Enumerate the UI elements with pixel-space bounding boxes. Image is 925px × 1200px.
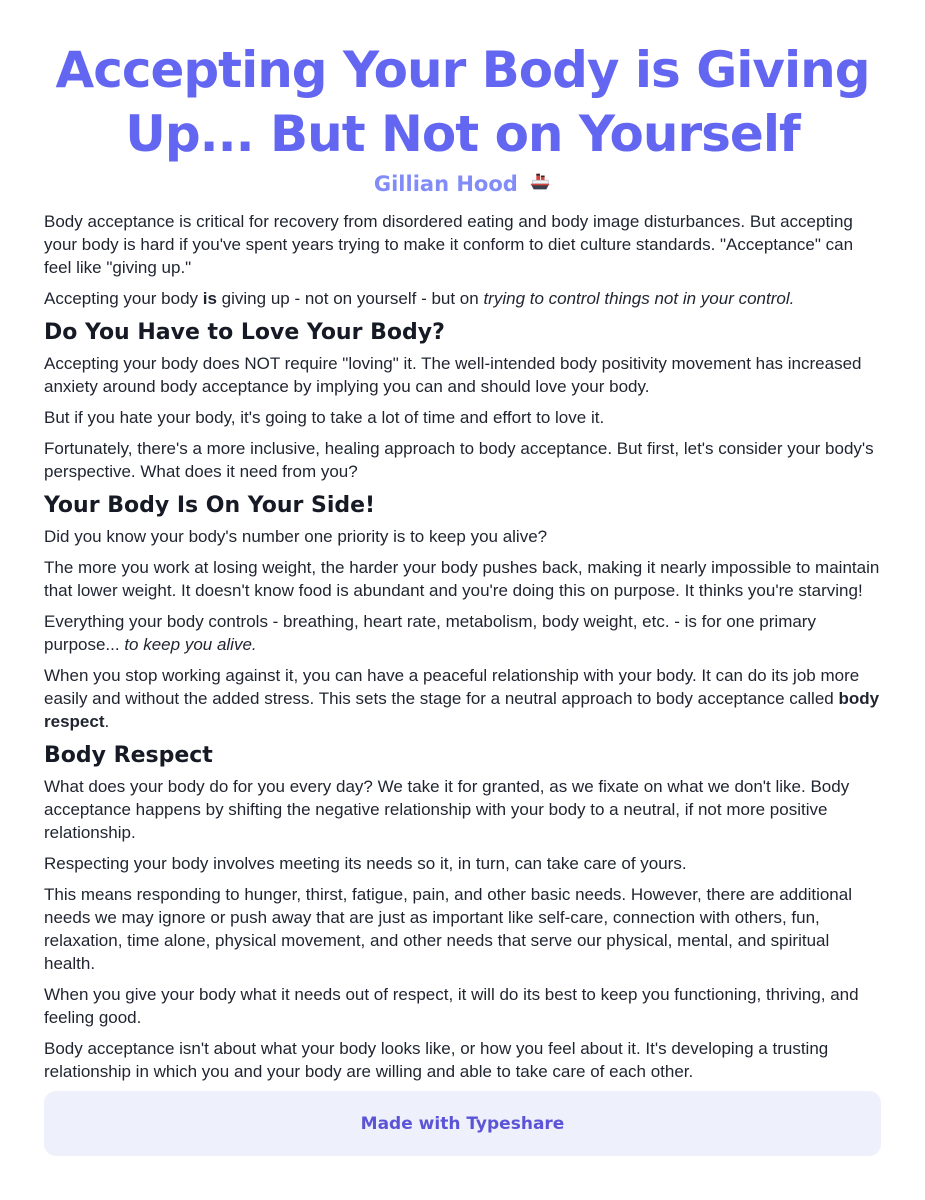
author-name: Gillian Hood [373,172,518,196]
bold-text: is [202,289,217,308]
paragraph: Did you know your body's number one priority is to keep you alive? [44,527,548,546]
paragraph [44,610,884,656]
paragraph: The more you work at losing weight, the harder your body pushes back, making it nearly impossible to maintain that lower weight. It doesn't know food is abundant and you're doing this on purpose. It thinks you're starving! [44,558,880,600]
italic-text: to keep you alive. [124,635,257,654]
paragraph: What does your body do for you every day? We take it for granted, as we fixate on what we don't like. Body acceptance happens by shifting the negative relationship with your body to a neutral, if not more positive relationship. [44,777,850,842]
paragraph: Body acceptance isn't about what your body looks like, or how you feel about it. It's developing a trusting relationship in which you and your body are willing and able to take care of each other. [44,1039,829,1081]
article-title: Accepting Your Body is Giving Up... But Not on Yourself [55,41,870,163]
ship-icon [529,171,551,193]
paragraph: But if you hate your body, it's going to take a lot of time and effort to love it. [44,408,605,427]
article-body [44,210,884,1091]
section-heading: Body Respect [44,743,213,768]
bold-text: body respect [44,689,880,731]
paragraph: Fortunately, there's a more inclusive, healing approach to body acceptance. But first, let's consider your body's perspective. What does it need from you? [44,439,874,481]
paragraph [44,287,884,310]
italic-text: trying to control things not in your control. [483,289,795,308]
author-byline [0,170,925,198]
text-span: Everything your body controls - breathing, heart rate, metabolism, body weight, etc. - is for one primary purpose... [44,612,816,654]
typeshare-footer[interactable] [44,1091,881,1156]
text-span: Accepting your body [44,289,203,308]
text-span: When you stop working against it, you can have a peaceful relationship with your body. It can do its job more easily and without the added stress. This sets the stage for a neutral approach to body acceptance called [44,666,860,708]
paragraph [44,664,884,733]
paragraph: Respecting your body involves meeting its needs so it, in turn, can take care of yours. [44,854,687,873]
paragraph: Accepting your body does NOT require "loving" it. The well-intended body positivity movement has increased anxiety around body acceptance by implying you can and should love your body. [44,354,862,396]
paragraph: This means responding to hunger, thirst, fatigue, pain, and other basic needs. However, there are additional needs we may ignore or push away that are just as important like self-care, connection with others, fun, relaxation, time alone, physical movement, and other needs that serve our physical, mental, and spiritual health. [44,885,852,973]
paragraph: Body acceptance is critical for recovery from disordered eating and body image disturbances. But accepting your body is hard if you've spent years trying to make it conform to diet culture standards. "Acceptance" can feel like "giving up." [44,212,854,277]
text-span: giving up - not on yourself - but on [216,289,484,308]
paragraph: When you give your body what it needs out of respect, it will do its best to keep you functioning, thriving, and feeling good. [44,985,859,1027]
section-heading: Your Body Is On Your Side! [44,493,376,518]
text-span: . [104,712,110,731]
section-heading: Do You Have to Love Your Body? [44,320,445,345]
made-with-typeshare-link[interactable]: Made with Typeshare [360,1113,565,1134]
